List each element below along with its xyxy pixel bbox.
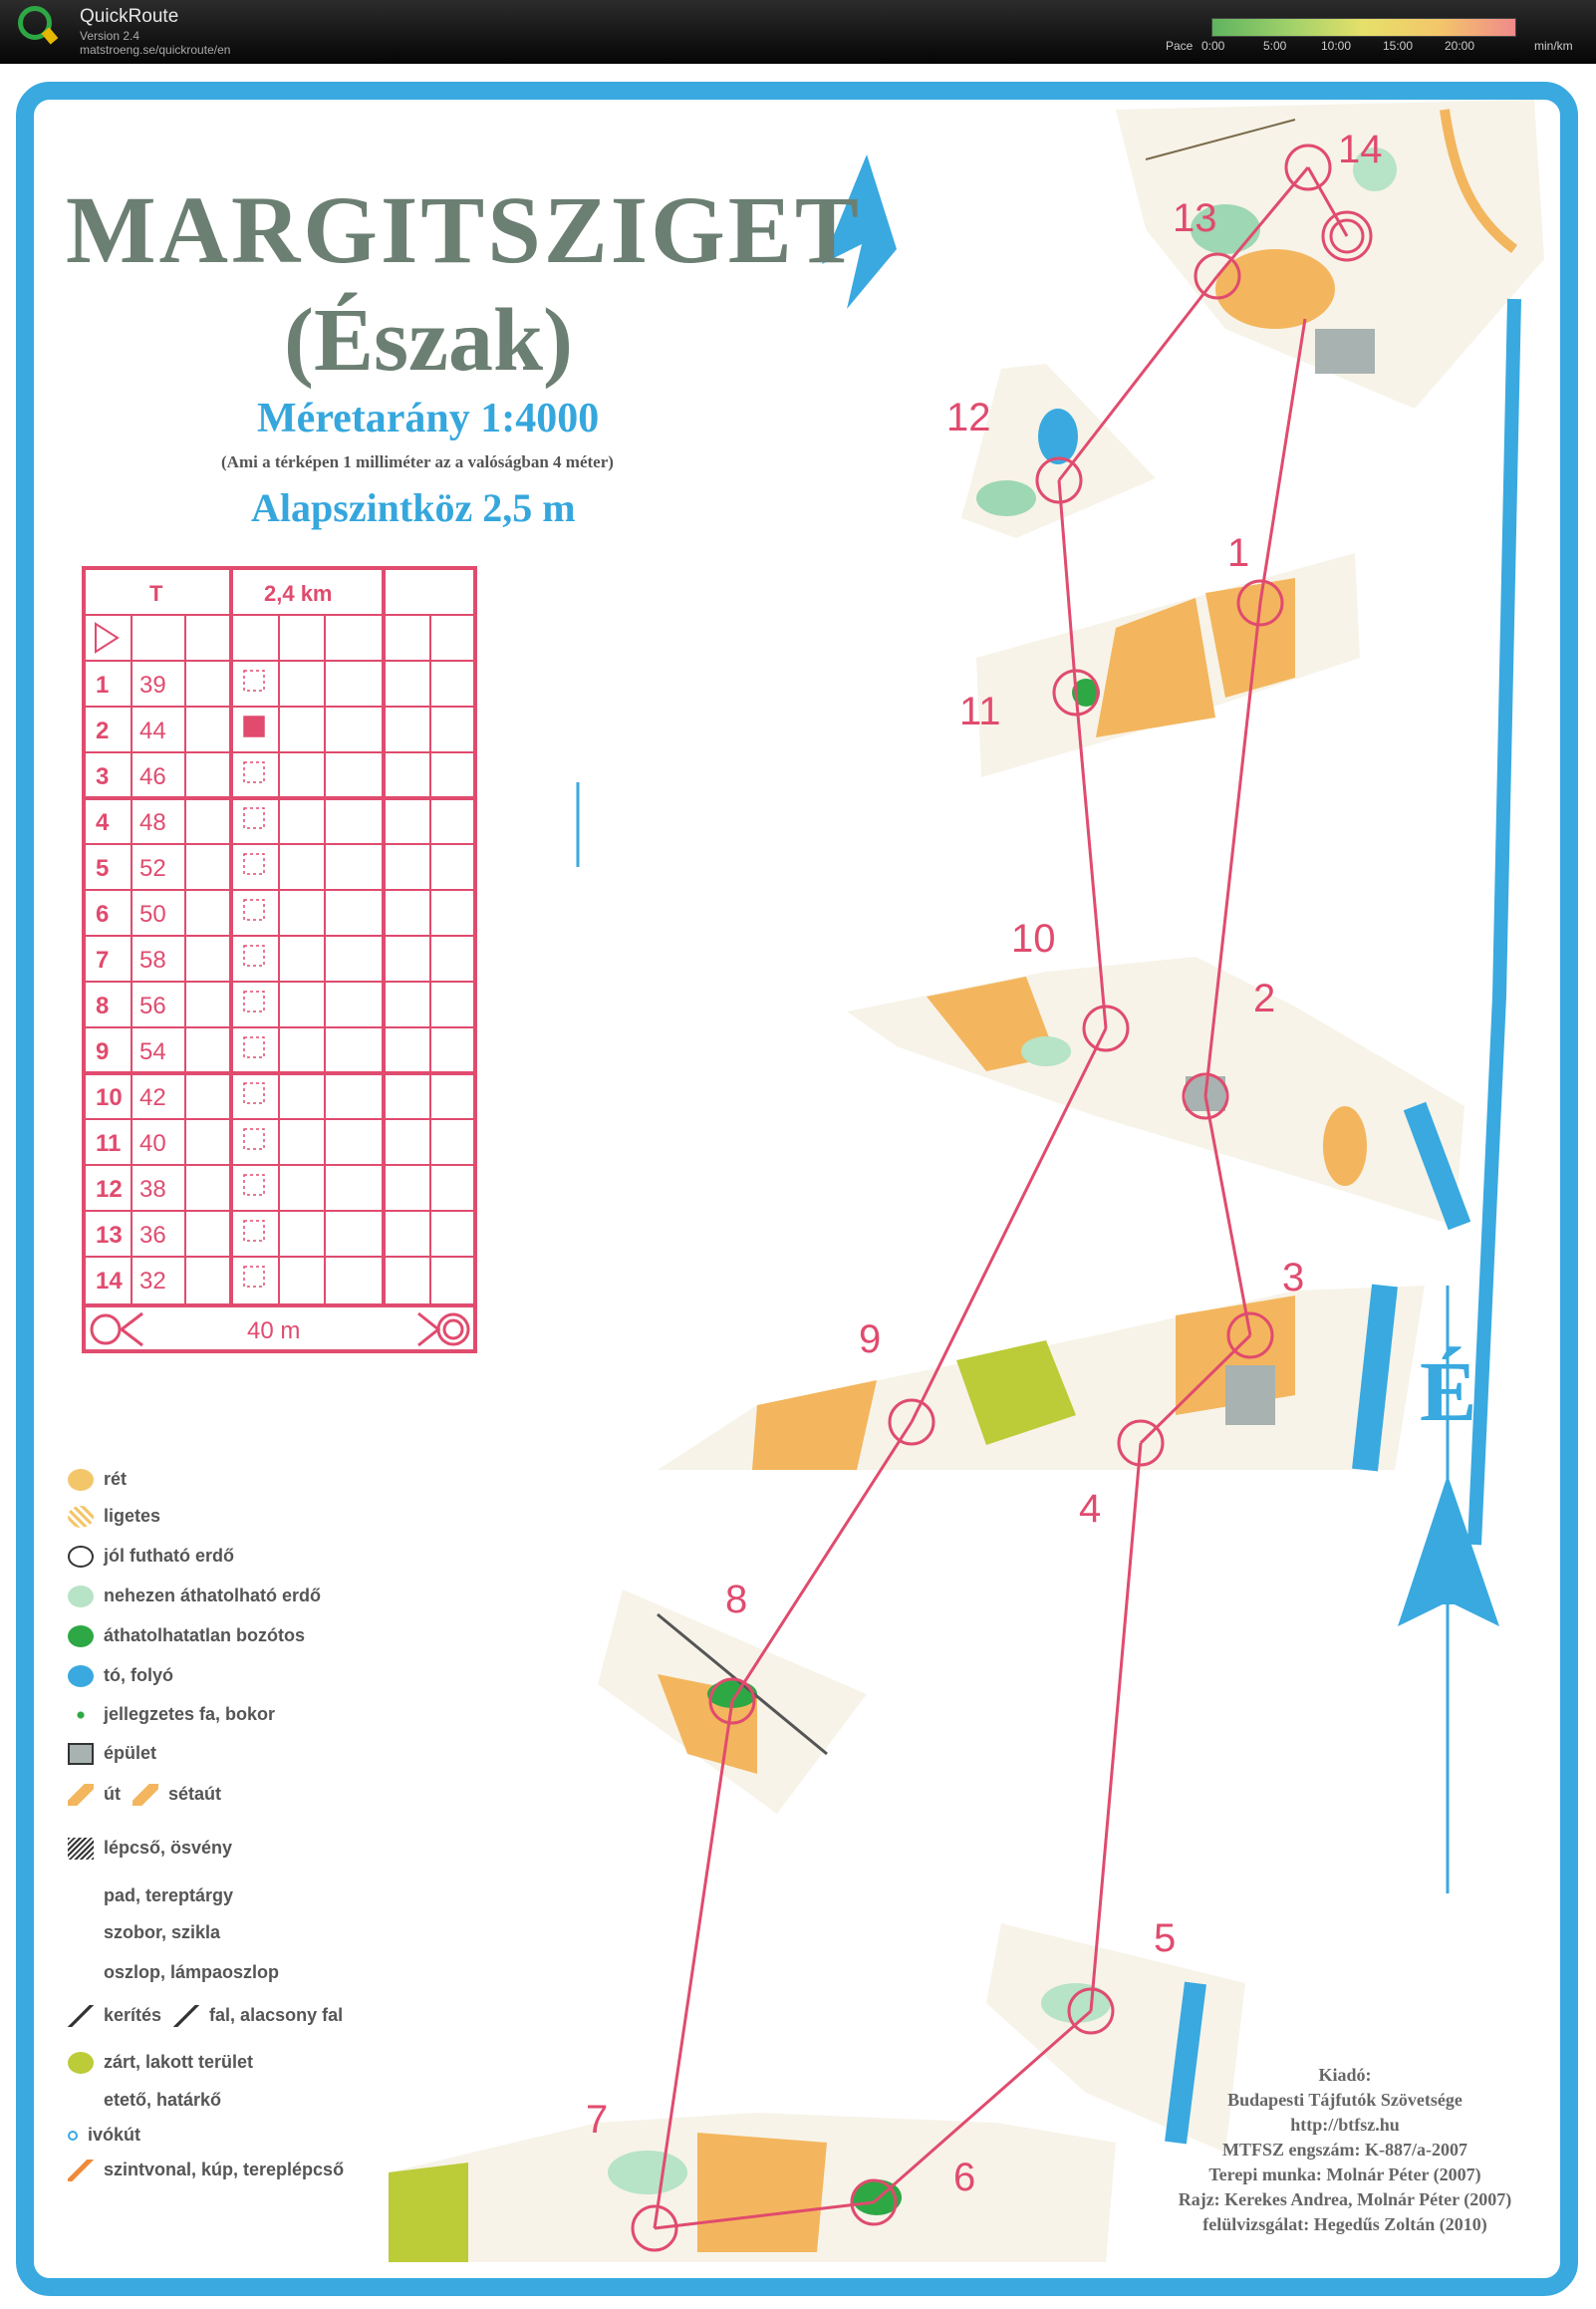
drinking-fountain-icon bbox=[68, 2131, 78, 2141]
fence-wall-icon bbox=[68, 2005, 94, 2027]
road-icon bbox=[133, 1784, 158, 1806]
control-number-11: 11 bbox=[959, 690, 1001, 733]
legend-label: út bbox=[104, 1784, 121, 1804]
publisher-label: Kiadó: bbox=[1318, 2065, 1372, 2085]
legend-label: kerítés bbox=[104, 2005, 162, 2025]
legend-label: tó, folyó bbox=[104, 1665, 173, 1685]
legend-item bbox=[68, 1838, 232, 1860]
building-icon bbox=[68, 1743, 94, 1765]
course-category: T bbox=[149, 581, 163, 606]
legend-label: ligetes bbox=[104, 1506, 161, 1526]
legend-item bbox=[68, 1784, 221, 1806]
legend-item bbox=[68, 1922, 220, 1944]
legend-label: etető, határkő bbox=[104, 2090, 222, 2110]
cd-control-number: 7 bbox=[96, 947, 110, 974]
control-number-6: 6 bbox=[953, 2156, 976, 2199]
map-title: MARGITSZIGET bbox=[66, 176, 862, 283]
contour-interval: Alapszintköz 2,5 m bbox=[251, 485, 576, 530]
legend-item bbox=[68, 1469, 127, 1491]
control-number-2: 2 bbox=[1253, 977, 1276, 1020]
control-number-1: 1 bbox=[1227, 531, 1250, 575]
pace-tick: 5:00 bbox=[1263, 39, 1287, 53]
app-title: QuickRoute bbox=[80, 6, 179, 27]
cd-control-number: 3 bbox=[96, 763, 110, 790]
legend-item bbox=[68, 2125, 140, 2146]
legend-item bbox=[68, 1962, 279, 1984]
cd-control-code: 36 bbox=[139, 1222, 166, 1249]
publisher-drawing: Rajz: Kerekes Andrea, Molnár Péter (2007) bbox=[1178, 2189, 1512, 2209]
map-fragment-south bbox=[389, 2113, 1116, 2262]
legend-label: áthatolhatatlan bozótos bbox=[104, 1625, 305, 1645]
legend-label: pad, tereptárgy bbox=[104, 1885, 234, 1905]
impassable-thicket-icon bbox=[68, 1625, 94, 1647]
road-icon bbox=[68, 1784, 94, 1806]
legend-label: fal, alacsony fal bbox=[209, 2005, 344, 2025]
pace-tick: 10:00 bbox=[1321, 39, 1352, 53]
control-number-13: 13 bbox=[1173, 196, 1217, 240]
control-number-9: 9 bbox=[859, 1317, 882, 1361]
north-arrow-large-icon bbox=[1398, 1475, 1499, 1626]
legend-item bbox=[68, 2005, 343, 2027]
pace-tick: 20:00 bbox=[1445, 39, 1475, 53]
cd-control-code: 40 bbox=[139, 1130, 166, 1157]
publisher-org: Budapesti Tájfutók Szövetsége bbox=[1227, 2090, 1463, 2110]
legend-item bbox=[68, 2160, 344, 2181]
map-scale-note: (Ami a térképen 1 milliméter az a valóságban 4 méter) bbox=[221, 452, 614, 471]
publisher-url[interactable]: http://btfsz.hu bbox=[1290, 2115, 1400, 2135]
control-number-10: 10 bbox=[1011, 917, 1056, 961]
app-url[interactable]: matstroeng.se/quickroute/en bbox=[80, 43, 231, 57]
legend-item bbox=[68, 1704, 275, 1726]
map-scale: Méretarány 1:4000 bbox=[257, 396, 600, 441]
private-area-icon bbox=[68, 2052, 94, 2074]
legend-label: lépcső, ösvény bbox=[104, 1838, 233, 1858]
contour-knoll-icon bbox=[68, 2160, 94, 2181]
legend-item bbox=[68, 2090, 221, 2112]
cd-control-code: 46 bbox=[139, 763, 166, 790]
publisher-permit: MTFSZ engszám: K-887/a-2007 bbox=[1222, 2140, 1467, 2160]
course-length: 2,4 km bbox=[264, 581, 333, 606]
legend-item bbox=[68, 1586, 321, 1607]
cd-control-number: 6 bbox=[96, 901, 110, 928]
legend-label: zárt, lakott terület bbox=[104, 2052, 254, 2072]
cd-control-code: 56 bbox=[139, 993, 166, 1019]
legend-label: ivókút bbox=[88, 2125, 141, 2145]
app-version: Version 2.4 bbox=[80, 29, 140, 43]
pace-tick: 15:00 bbox=[1383, 39, 1414, 53]
cd-control-code: 42 bbox=[139, 1084, 166, 1111]
pace-label: Pace bbox=[1166, 39, 1194, 53]
legend-label: rét bbox=[104, 1469, 128, 1489]
legend-label: jól futható erdő bbox=[104, 1546, 234, 1566]
map-fragment-10 bbox=[847, 957, 1464, 1226]
legend-label: szobor, szikla bbox=[104, 1922, 221, 1942]
cd-control-code: 32 bbox=[139, 1268, 166, 1295]
legend-label: jellegzetes fa, bokor bbox=[104, 1704, 276, 1724]
statue-rock-icon bbox=[68, 1922, 94, 1944]
map-fragment-3-9 bbox=[658, 1286, 1425, 1470]
legend-label: oszlop, lámpaoszlop bbox=[104, 1962, 280, 1982]
feeder-boundary-icon bbox=[68, 2090, 94, 2112]
legend-label: épület bbox=[104, 1743, 157, 1763]
cd-control-number: 1 bbox=[96, 672, 110, 699]
cd-control-number: 5 bbox=[96, 855, 110, 882]
legend-item bbox=[68, 1665, 173, 1687]
cd-control-code: 44 bbox=[139, 718, 166, 744]
cd-control-number: 11 bbox=[96, 1130, 122, 1157]
control-number-14: 14 bbox=[1338, 128, 1383, 171]
pace-unit: min/km bbox=[1534, 39, 1573, 53]
cd-control-number: 13 bbox=[96, 1222, 123, 1249]
control-number-3: 3 bbox=[1282, 1256, 1305, 1299]
danube-shore bbox=[1474, 299, 1514, 1545]
control-number-12: 12 bbox=[946, 396, 991, 439]
meadow-icon bbox=[68, 1469, 94, 1491]
cd-control-number: 10 bbox=[96, 1084, 123, 1111]
cd-control-number: 4 bbox=[96, 809, 110, 836]
publisher-revision: felülvizsgálat: Hegedűs Zoltán (2010) bbox=[1202, 2214, 1487, 2234]
cd-control-number: 14 bbox=[96, 1268, 123, 1295]
legend-item bbox=[68, 1546, 234, 1568]
legend-item bbox=[68, 1625, 305, 1647]
north-label: É bbox=[1420, 1343, 1477, 1439]
publisher-survey: Terepi munka: Molnár Péter (2007) bbox=[1208, 2165, 1481, 2184]
map-subtitle: (Észak) bbox=[284, 291, 573, 390]
legend-label: nehezen áthatolható erdő bbox=[104, 1586, 322, 1605]
bench-feature-icon bbox=[68, 1885, 94, 1907]
cd-control-code: 50 bbox=[139, 901, 166, 928]
cd-control-number: 12 bbox=[96, 1176, 123, 1203]
fence-wall-icon bbox=[173, 2005, 199, 2027]
cd-feature-symbol-icon bbox=[244, 717, 264, 736]
cd-control-code: 48 bbox=[139, 809, 166, 836]
cd-control-code: 38 bbox=[139, 1176, 166, 1203]
tree-bush-icon bbox=[68, 1704, 94, 1726]
cd-control-code: 58 bbox=[139, 947, 166, 974]
pillar-lamp-icon bbox=[68, 1962, 94, 1984]
finish-distance: 40 m bbox=[247, 1317, 301, 1344]
cd-control-code: 39 bbox=[139, 672, 166, 699]
cd-control-number: 8 bbox=[96, 993, 110, 1019]
legend-item bbox=[68, 2052, 253, 2074]
control-description-sheet bbox=[84, 568, 475, 1351]
legend-item bbox=[68, 1885, 233, 1907]
cd-control-code: 54 bbox=[139, 1038, 166, 1065]
cd-control-number: 2 bbox=[96, 718, 110, 744]
control-number-5: 5 bbox=[1154, 1916, 1177, 1960]
control-number-7: 7 bbox=[586, 2098, 609, 2142]
legend-item bbox=[68, 1506, 160, 1528]
stairs-path-icon bbox=[68, 1838, 94, 1860]
legend-label: sétaút bbox=[168, 1784, 222, 1804]
legend-label: szintvonal, kúp, tereplépcső bbox=[104, 2160, 345, 2179]
rough-open-icon bbox=[68, 1506, 94, 1528]
legend-item bbox=[68, 1743, 156, 1765]
pace-tick: 0:00 bbox=[1201, 39, 1225, 53]
runnable-forest-icon bbox=[68, 1546, 94, 1568]
slow-forest-icon bbox=[68, 1586, 94, 1607]
map-fragment-12 bbox=[961, 364, 1156, 538]
water-icon bbox=[68, 1665, 94, 1687]
cd-control-number: 9 bbox=[96, 1038, 110, 1065]
cd-control-code: 52 bbox=[139, 855, 166, 882]
control-number-4: 4 bbox=[1079, 1487, 1102, 1531]
map-fragment-11 bbox=[976, 553, 1360, 777]
control-number-8: 8 bbox=[725, 1578, 748, 1621]
publisher-block bbox=[1176, 2063, 1514, 2237]
